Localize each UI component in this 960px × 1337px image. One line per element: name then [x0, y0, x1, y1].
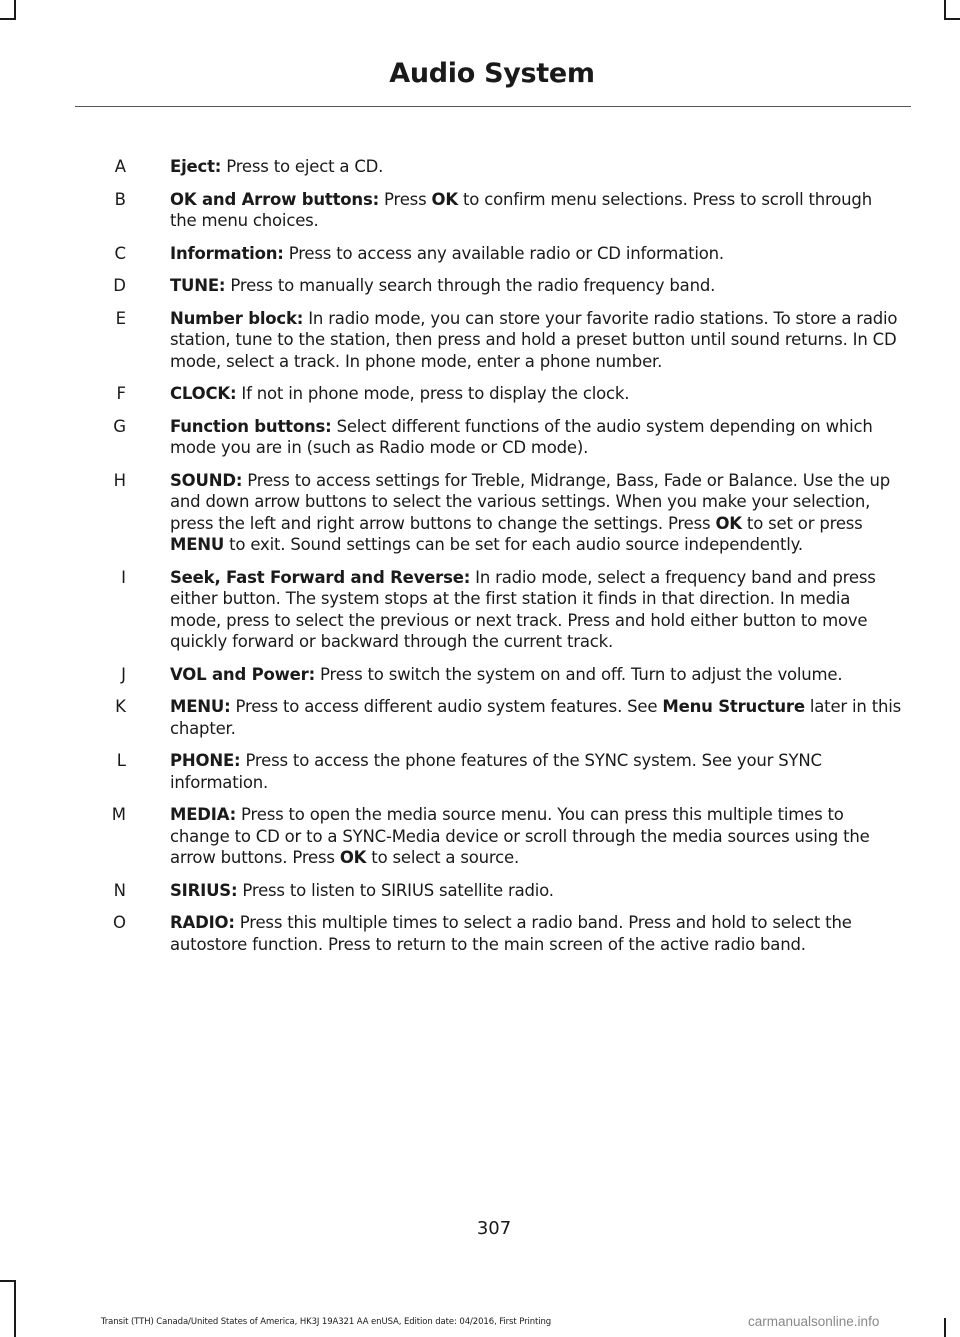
- item-body-text: to select a source.: [366, 848, 519, 867]
- item-description: [170, 880, 902, 902]
- item-body-text: Select different functions of the audio system depending on which mode you are in (such as Radio mode or CD mode).: [170, 416, 873, 457]
- item-body-text: If not in phone mode, press to display the clock.: [236, 384, 630, 403]
- item-term: Information:: [170, 243, 284, 263]
- item-letter: F: [116, 384, 126, 403]
- item-description: [170, 243, 902, 265]
- item-letter: A: [114, 157, 126, 176]
- item-letter: J: [121, 664, 126, 684]
- item-body-text: In radio mode, select a frequency band and press either button. The system stops at the first station it finds in that direction. In media mode, press to select the previous or next track. Press and hold either button to move quickly forward or backward through the current track.: [170, 567, 876, 651]
- item-body-text: In radio mode, you can store your favorite radio stations. To store a radio station, tune to the station, then press and hold a preset button until sound returns. In CD mode, select a track. In phone mode, enter a phone number.: [170, 308, 898, 371]
- item-body-text: Press to eject a CD.: [221, 157, 384, 176]
- item-body-text: Press to access the phone features of the SYNC system. See your SYNC information.: [170, 751, 822, 792]
- item-term: Function buttons:: [170, 416, 332, 436]
- item-body-text: Press to listen to SIRIUS satellite radio.: [237, 880, 554, 900]
- item-letter: N: [113, 880, 126, 900]
- footer-edition-info: Transit (TTH) Canada/United States of America, HK3J 19A321 AA enUSA, Edition date: 04/2016, First Printing: [100, 1317, 552, 1327]
- item-letter: G: [113, 416, 126, 436]
- item-term: Eject:: [170, 157, 222, 176]
- item-description: [170, 308, 902, 373]
- item-body-text: Press this multiple times to select a radio band. Press and hold to select the autostore function. Press to return to the main screen of the active radio band.: [170, 913, 852, 954]
- item-body-text: Press: [379, 189, 432, 209]
- item-term: MENU:: [170, 697, 231, 716]
- legend-item: [0, 308, 960, 373]
- legend-item: [0, 416, 960, 459]
- item-description: [170, 664, 902, 686]
- item-body-text: Press to open the media source menu. You can press this multiple times to change to CD or to a SYNC-Media device or scroll through the media sources using the arrow buttons. Press: [170, 805, 870, 867]
- item-body-text: Press to access any available radio or CD information.: [283, 243, 724, 263]
- item-description: [170, 156, 902, 178]
- item-body-text: Press to switch the system on and off. Turn to adjust the volume.: [315, 664, 843, 684]
- item-term: TUNE:: [170, 276, 226, 295]
- item-term: CLOCK:: [170, 384, 237, 403]
- item-term: SIRIUS:: [170, 880, 238, 900]
- item-letter: C: [114, 243, 126, 263]
- item-letter: M: [111, 805, 126, 824]
- item-description: [170, 567, 902, 653]
- item-description: [170, 912, 902, 955]
- item-emphasis: MENU: [170, 535, 225, 554]
- item-body-text: to set or press: [741, 513, 863, 533]
- item-term: VOL and Power:: [170, 664, 315, 684]
- item-letter: D: [113, 276, 126, 295]
- item-body-text: to confirm menu selections. Press to scroll through the menu choices.: [170, 189, 872, 230]
- item-emphasis: OK: [431, 189, 458, 209]
- item-description: [170, 189, 902, 232]
- legend-item: [0, 243, 960, 265]
- item-body-text: Press to access different audio system features. See: [230, 697, 663, 716]
- item-description: [170, 750, 902, 793]
- page-number: 307: [476, 1218, 512, 1239]
- item-term: PHONE:: [170, 751, 241, 770]
- crop-mark: [944, 1318, 946, 1337]
- crop-mark: [0, 18, 16, 20]
- item-description: [170, 383, 902, 405]
- item-letter: O: [113, 913, 126, 932]
- legend-item: [0, 156, 960, 178]
- crop-mark: [14, 1280, 16, 1337]
- item-description: [170, 696, 902, 739]
- item-emphasis: Menu Structure: [662, 697, 805, 716]
- legend-item: [0, 696, 960, 739]
- header-divider: [75, 106, 911, 107]
- item-description: [170, 804, 902, 869]
- watermark: carmanualsonline.info: [748, 1314, 880, 1329]
- legend-item: [0, 189, 960, 232]
- item-letter: B: [114, 189, 126, 209]
- legend-item: [0, 664, 960, 686]
- crop-mark: [944, 0, 946, 18]
- crop-mark: [14, 0, 16, 18]
- item-body-text: Press to access settings for Treble, Midrange, Bass, Fade or Balance. Use the up and down arrow buttons to select the various settings. When you make your selection, press the left and right arrow buttons to change the settings. Press: [170, 470, 891, 533]
- item-term: SOUND:: [170, 470, 243, 490]
- legend-item: [0, 470, 960, 556]
- item-term: OK and Arrow buttons:: [170, 189, 379, 209]
- legend-item: [0, 567, 960, 653]
- item-term: Seek, Fast Forward and Reverse:: [170, 567, 471, 587]
- item-letter: H: [113, 470, 126, 490]
- legend-item: [0, 383, 960, 405]
- item-letter: L: [116, 751, 126, 770]
- crop-mark: [944, 18, 960, 20]
- item-description: [170, 275, 902, 297]
- item-term: Number block:: [170, 308, 304, 328]
- item-description: [170, 470, 902, 556]
- item-body-text: Press to manually search through the radio frequency band.: [225, 276, 716, 295]
- legend-item: [0, 804, 960, 869]
- item-letter: E: [115, 308, 126, 328]
- legend-item: [0, 880, 960, 902]
- item-letter: I: [121, 567, 126, 587]
- item-term: RADIO:: [170, 913, 235, 932]
- page-title: Audio System: [389, 58, 595, 89]
- item-letter: K: [115, 697, 126, 716]
- item-description: [170, 416, 902, 459]
- legend-list: [0, 156, 960, 966]
- crop-mark: [0, 1280, 16, 1282]
- item-body-text: to exit. Sound settings can be set for each audio source independently.: [224, 535, 803, 554]
- legend-item: [0, 750, 960, 793]
- item-term: MEDIA:: [170, 805, 237, 824]
- legend-item: [0, 275, 960, 297]
- item-emphasis: OK: [715, 513, 742, 533]
- item-emphasis: OK: [339, 848, 367, 867]
- item-body-text: later in this chapter.: [170, 697, 902, 738]
- legend-item: [0, 912, 960, 955]
